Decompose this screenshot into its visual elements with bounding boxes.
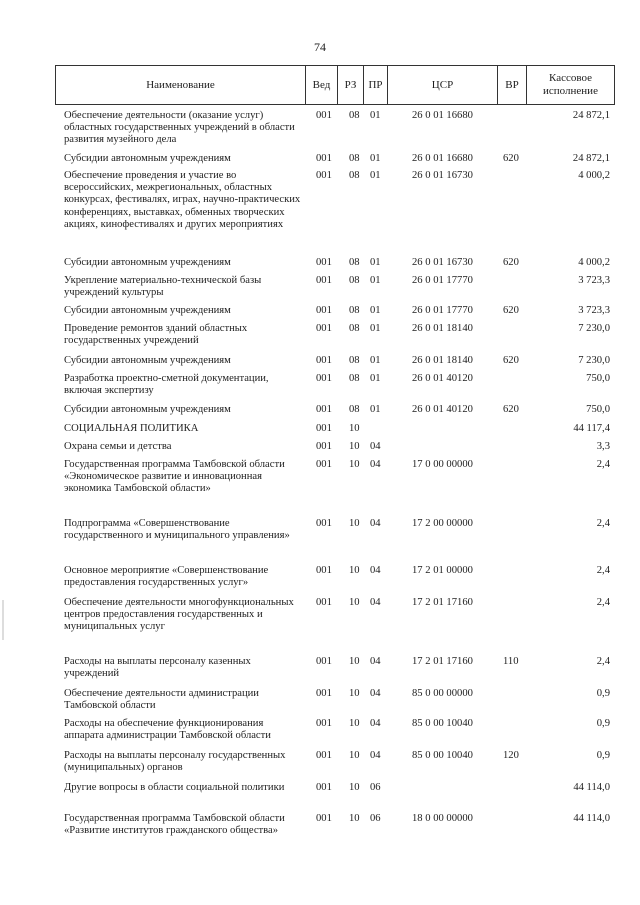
row-ved: 001 bbox=[316, 275, 332, 286]
row-ved: 001 bbox=[316, 305, 332, 316]
row-sum: 2,4 bbox=[596, 518, 610, 529]
row-rz: 10 bbox=[349, 423, 360, 434]
row-rz: 10 bbox=[349, 750, 360, 761]
row-ved: 001 bbox=[316, 565, 332, 576]
row-ved: 001 bbox=[316, 373, 332, 384]
row-name: Субсидии автономным учреждениям bbox=[64, 153, 231, 164]
row-pr: 04 bbox=[370, 718, 381, 729]
row-ved: 001 bbox=[316, 459, 332, 470]
row-name: Субсидии автономным учреждениям bbox=[64, 257, 231, 268]
row-rz: 08 bbox=[349, 323, 360, 334]
row-ved: 001 bbox=[316, 110, 332, 121]
row-ved: 001 bbox=[316, 257, 332, 268]
row-pr: 06 bbox=[370, 782, 381, 793]
row-sum: 2,4 bbox=[596, 459, 610, 470]
row-pr: 04 bbox=[370, 565, 381, 576]
row-ved: 001 bbox=[316, 441, 332, 452]
row-name: Обеспечение проведения и участие во всероссийских, межрегиональных, областных конкурсах, фестивалях, играх, научно-практических конференциях, выставках, обменных творческих акциях, кинофестивалях и других мероприятиях bbox=[64, 170, 301, 230]
table-header bbox=[55, 65, 615, 105]
row-ved: 001 bbox=[316, 355, 332, 366]
row-csr: 17 2 01 17160 bbox=[412, 597, 473, 608]
row-sum: 750,0 bbox=[586, 373, 610, 384]
row-ved: 001 bbox=[316, 656, 332, 667]
row-rz: 08 bbox=[349, 275, 360, 286]
row-pr: 01 bbox=[370, 153, 381, 164]
row-name: Обеспечение деятельности администрации Тамбовской области bbox=[64, 688, 259, 712]
row-pr: 04 bbox=[370, 597, 381, 608]
row-vr: 620 bbox=[503, 355, 519, 366]
row-sum: 2,4 bbox=[596, 656, 610, 667]
row-pr: 01 bbox=[370, 355, 381, 366]
row-rz: 08 bbox=[349, 305, 360, 316]
row-pr: 04 bbox=[370, 688, 381, 699]
row-pr: 04 bbox=[370, 459, 381, 470]
row-csr: 85 0 00 00000 bbox=[412, 688, 473, 699]
page-number: 74 bbox=[314, 40, 326, 54]
row-ved: 001 bbox=[316, 518, 332, 529]
header-csr: ЦСР bbox=[388, 66, 498, 104]
row-name: Государственная программа Тамбовской области «Экономическое развитие и инновационная экономика Тамбовской области» bbox=[64, 459, 285, 495]
row-rz: 10 bbox=[349, 459, 360, 470]
row-rz: 08 bbox=[349, 373, 360, 384]
row-name: Обеспечение деятельности многофункциональных центров предоставления государственных и муниципальных услуг bbox=[64, 597, 294, 633]
row-name: Расходы на выплаты персоналу государственных (муниципальных) органов bbox=[64, 750, 286, 774]
row-vr: 620 bbox=[503, 153, 519, 164]
row-pr: 04 bbox=[370, 656, 381, 667]
row-sum: 750,0 bbox=[586, 404, 610, 415]
row-csr: 17 2 01 00000 bbox=[412, 565, 473, 576]
row-csr: 26 0 01 16730 bbox=[412, 170, 473, 181]
row-vr: 620 bbox=[503, 257, 519, 268]
row-vr: 620 bbox=[503, 404, 519, 415]
row-name: Укрепление материально-технической базы учреждений культуры bbox=[64, 275, 262, 299]
row-sum: 44 117,4 bbox=[573, 423, 610, 434]
row-pr: 01 bbox=[370, 110, 381, 121]
row-name: Проведение ремонтов зданий областных государственных учреждений bbox=[64, 323, 248, 347]
row-vr: 620 bbox=[503, 305, 519, 316]
row-pr: 04 bbox=[370, 750, 381, 761]
row-pr: 01 bbox=[370, 275, 381, 286]
header-vr: ВР bbox=[498, 66, 527, 104]
row-csr: 26 0 01 16680 bbox=[412, 110, 473, 121]
row-rz: 10 bbox=[349, 656, 360, 667]
header-name: Наименование bbox=[56, 66, 306, 104]
row-csr: 17 0 00 00000 bbox=[412, 459, 473, 470]
row-csr: 26 0 01 40120 bbox=[412, 404, 473, 415]
row-csr: 85 0 00 10040 bbox=[412, 750, 473, 761]
scan-edge-mark bbox=[2, 600, 4, 640]
row-name: СОЦИАЛЬНАЯ ПОЛИТИКА bbox=[64, 423, 199, 434]
header-ved: Вед bbox=[306, 66, 338, 104]
row-sum: 2,4 bbox=[596, 565, 610, 576]
row-rz: 08 bbox=[349, 170, 360, 181]
row-csr: 26 0 01 40120 bbox=[412, 373, 473, 384]
row-rz: 10 bbox=[349, 518, 360, 529]
row-csr: 85 0 00 10040 bbox=[412, 718, 473, 729]
row-pr: 06 bbox=[370, 813, 381, 824]
row-sum: 44 114,0 bbox=[573, 813, 610, 824]
row-ved: 001 bbox=[316, 423, 332, 434]
row-rz: 08 bbox=[349, 153, 360, 164]
row-ved: 001 bbox=[316, 688, 332, 699]
row-rz: 10 bbox=[349, 565, 360, 576]
row-name: Подпрограмма «Совершенствование государственного и муниципального управления» bbox=[64, 518, 290, 542]
row-csr: 26 0 01 17770 bbox=[412, 305, 473, 316]
row-pr: 01 bbox=[370, 323, 381, 334]
row-sum: 3 723,3 bbox=[578, 275, 610, 286]
row-rz: 10 bbox=[349, 718, 360, 729]
row-csr: 26 0 01 17770 bbox=[412, 275, 473, 286]
header-sum-line1: Кассовое bbox=[549, 72, 592, 84]
row-sum: 7 230,0 bbox=[578, 323, 610, 334]
row-pr: 04 bbox=[370, 518, 381, 529]
row-sum: 2,4 bbox=[596, 597, 610, 608]
row-name: Охрана семьи и детства bbox=[64, 441, 172, 452]
row-sum: 4 000,2 bbox=[578, 170, 610, 181]
row-name: Разработка проектно-сметной документации, включая экспертизу bbox=[64, 373, 269, 397]
row-pr: 01 bbox=[370, 170, 381, 181]
row-name: Государственная программа Тамбовской области «Развитие институтов гражданского общества» bbox=[64, 813, 285, 837]
row-sum: 4 000,2 bbox=[578, 257, 610, 268]
row-rz: 08 bbox=[349, 110, 360, 121]
row-ved: 001 bbox=[316, 750, 332, 761]
row-pr: 04 bbox=[370, 441, 381, 452]
row-sum: 3,3 bbox=[596, 441, 610, 452]
row-ved: 001 bbox=[316, 813, 332, 824]
row-csr: 26 0 01 16680 bbox=[412, 153, 473, 164]
row-csr: 17 2 00 00000 bbox=[412, 518, 473, 529]
row-pr: 01 bbox=[370, 257, 381, 268]
row-rz: 10 bbox=[349, 688, 360, 699]
row-ved: 001 bbox=[316, 323, 332, 334]
row-rz: 10 bbox=[349, 782, 360, 793]
row-csr: 18 0 00 00000 bbox=[412, 813, 473, 824]
row-sum: 24 872,1 bbox=[572, 153, 610, 164]
row-csr: 26 0 01 16730 bbox=[412, 257, 473, 268]
row-sum: 3 723,3 bbox=[578, 305, 610, 316]
row-name: Субсидии автономным учреждениям bbox=[64, 355, 231, 366]
row-pr: 01 bbox=[370, 404, 381, 415]
row-name: Другие вопросы в области социальной политики bbox=[64, 782, 285, 793]
row-vr: 120 bbox=[503, 750, 519, 761]
row-sum: 0,9 bbox=[596, 750, 610, 761]
row-rz: 08 bbox=[349, 355, 360, 366]
row-sum: 0,9 bbox=[596, 718, 610, 729]
header-sum bbox=[527, 66, 614, 104]
row-pr: 01 bbox=[370, 305, 381, 316]
row-csr: 26 0 01 18140 bbox=[412, 355, 473, 366]
row-name: Расходы на обеспечение функционирования аппарата администрации Тамбовской области bbox=[64, 718, 271, 742]
row-csr: 26 0 01 18140 bbox=[412, 323, 473, 334]
row-name: Основное мероприятие «Совершенствование предоставления государственных услуг» bbox=[64, 565, 269, 589]
row-ved: 001 bbox=[316, 170, 332, 181]
header-sum-line2: исполнение bbox=[543, 85, 598, 97]
row-name: Расходы на выплаты персоналу казенных учреждений bbox=[64, 656, 251, 680]
row-name: Обеспечение деятельности (оказание услуг) областных государственных учреждений в области развития музейного дела bbox=[64, 110, 295, 146]
row-ved: 001 bbox=[316, 718, 332, 729]
row-ved: 001 bbox=[316, 597, 332, 608]
row-pr: 01 bbox=[370, 373, 381, 384]
row-sum: 7 230,0 bbox=[578, 355, 610, 366]
header-pr: ПР bbox=[364, 66, 388, 104]
row-name: Субсидии автономным учреждениям bbox=[64, 404, 231, 415]
header-rz: РЗ bbox=[338, 66, 364, 104]
row-ved: 001 bbox=[316, 153, 332, 164]
row-ved: 001 bbox=[316, 404, 332, 415]
row-ved: 001 bbox=[316, 782, 332, 793]
row-rz: 10 bbox=[349, 597, 360, 608]
row-name: Субсидии автономным учреждениям bbox=[64, 305, 231, 316]
row-sum: 0,9 bbox=[596, 688, 610, 699]
row-vr: 110 bbox=[503, 656, 519, 667]
row-sum: 44 114,0 bbox=[573, 782, 610, 793]
row-sum: 24 872,1 bbox=[572, 110, 610, 121]
row-rz: 08 bbox=[349, 404, 360, 415]
row-rz: 10 bbox=[349, 441, 360, 452]
row-rz: 10 bbox=[349, 813, 360, 824]
row-csr: 17 2 01 17160 bbox=[412, 656, 473, 667]
row-rz: 08 bbox=[349, 257, 360, 268]
